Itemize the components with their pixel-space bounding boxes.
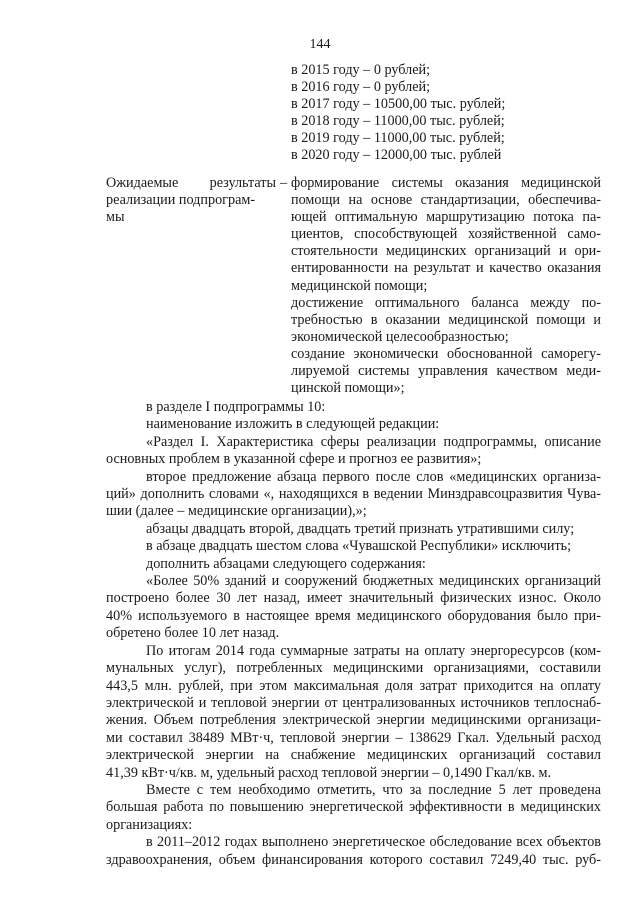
- body-text-line: обретено более 10 лет назад.: [106, 625, 280, 642]
- body-text-line: в разделе I подпрограммы 10:: [146, 399, 326, 415]
- body-text-line: 443,5 млн. рублей, при этом максимальная доля затрат приходится на оплату: [106, 677, 601, 694]
- expected-results-text: [291, 175, 601, 397]
- label-line: мы: [106, 209, 125, 226]
- results-text-line: лируемой системы управления качеством меди-: [291, 363, 601, 380]
- body-text-line: «Более 50% зданий и сооружений бюджетных медицинских организаций: [146, 573, 601, 590]
- page-number: 144: [309, 37, 331, 52]
- body-text-line: шии (далее – медицинские организации),»;: [106, 503, 367, 520]
- results-text-line: формирование системы оказания медицинской: [291, 175, 601, 191]
- body-text-line: мунальных услуг), потребленных медицинскими организациями, составили: [106, 660, 601, 677]
- label-line: реализации подпрограм-: [106, 192, 256, 209]
- label-word: результаты: [209, 175, 276, 191]
- expected-results-label: [106, 175, 276, 226]
- body-text-line: в абзаце двадцать шестом слова «Чувашской Республики» исключить;: [146, 538, 572, 555]
- body-text-line: Вместе с тем необходимо отметить, что за последние 5 лет проведена: [146, 781, 601, 798]
- label-word: Ожидаемые: [106, 175, 179, 191]
- body-text-line: электрической и тепловой энергии от централизованных источников теплоснаб-: [106, 694, 601, 711]
- body-text-line: абзацы двадцать второй, двадцать третий признать утратившими силу;: [146, 520, 575, 537]
- body-text-line: 40% используемого в настоящее время медицинского оборудования было при-: [106, 607, 601, 624]
- results-text-line: помощи на основе стандартизации, обеспечива-: [291, 192, 601, 209]
- funding-line-2016: в 2016 году – 0 рублей;: [291, 79, 431, 96]
- results-text-line: требностью в оказании медицинской помощи и: [291, 311, 601, 328]
- body-text-line: ций» дополнить словами «, находящихся в ведении Минздравсоцразвития Чува-: [106, 486, 601, 503]
- body-text-line: организациях:: [106, 816, 193, 833]
- body-text-line: «Раздел I. Характеристика сферы реализации подпрограммы, описание: [146, 433, 601, 450]
- results-text-line: медицинской помощи;: [291, 277, 428, 294]
- body-text-line: второе предложение абзаца первого после слов «медицинских организа-: [146, 468, 601, 485]
- funding-line-2017: в 2017 году – 10500,00 тыс. рублей;: [291, 96, 506, 113]
- body-text-line: жения. Объем потребления электрической энергии медицинскими организаци-: [106, 712, 601, 729]
- body-text-line: электрической энергии на снабжение медицинских организаций составил: [106, 747, 601, 764]
- funding-line-2019: в 2019 году – 11000,00 тыс. рублей;: [291, 130, 505, 147]
- body-text-line: дополнить абзацами следующего содержания:: [146, 555, 426, 572]
- results-text-line: стоятельности медицинских организаций и ори-: [291, 243, 601, 260]
- funding-line-2015: в 2015 году – 0 рублей;: [291, 62, 431, 78]
- body-text-line: ми составил 38489 МВт·ч, тепловой энергии – 138629 Гкал. Удельный расход: [106, 729, 601, 746]
- body-text-line: 41,39 кВт·ч/кв. м, удельный расход тепловой энергии – 0,1490 Гкал/кв. м.: [106, 764, 552, 781]
- expected-results-block: [106, 175, 601, 397]
- body-text-line: в 2011–2012 годах выполнено энергетическое обследование всех объектов: [146, 834, 601, 851]
- results-text-line: экономической целесообразностью;: [291, 328, 509, 345]
- funding-line-2018: в 2018 году – 11000,00 тыс. рублей;: [291, 113, 505, 130]
- label-dash: –: [280, 175, 288, 191]
- results-text-line: достижение оптимального баланса между по-: [291, 294, 601, 311]
- results-text-line: создание экономически обоснованной саморегу-: [291, 345, 601, 362]
- body-text-line: большая работа по повышению энергетической эффективности в медицинских: [106, 799, 601, 816]
- body-text-line: наименование изложить в следующей редакции:: [146, 416, 440, 433]
- results-text-line: ентированности на результат и качество оказания: [291, 260, 601, 277]
- funding-line-2020: в 2020 году – 12000,00 тыс. рублей: [291, 147, 502, 164]
- amendment-body-text: [106, 399, 601, 869]
- results-text-line: цинской помощи»;: [291, 380, 405, 397]
- body-text-line: здравоохранения, объем финансирования которого составил 7249,40 тыс. руб-: [106, 851, 601, 868]
- body-text-line: построено более 30 лет назад, имеет значительный физических износ. Около: [106, 590, 601, 607]
- body-text-line: По итогам 2014 года суммарные затраты на оплату энергоресурсов (ком-: [146, 642, 601, 659]
- funding-by-year-list: [291, 62, 611, 165]
- results-text-line: циентов, способствующей хозяйственной само-: [291, 226, 601, 243]
- results-text-line: ющей оптимальную маршрутизацию потока па-: [291, 209, 601, 226]
- body-text-line: основных проблем в указанной сфере и прогноз ее развития»;: [106, 451, 482, 468]
- label-line: [106, 175, 276, 192]
